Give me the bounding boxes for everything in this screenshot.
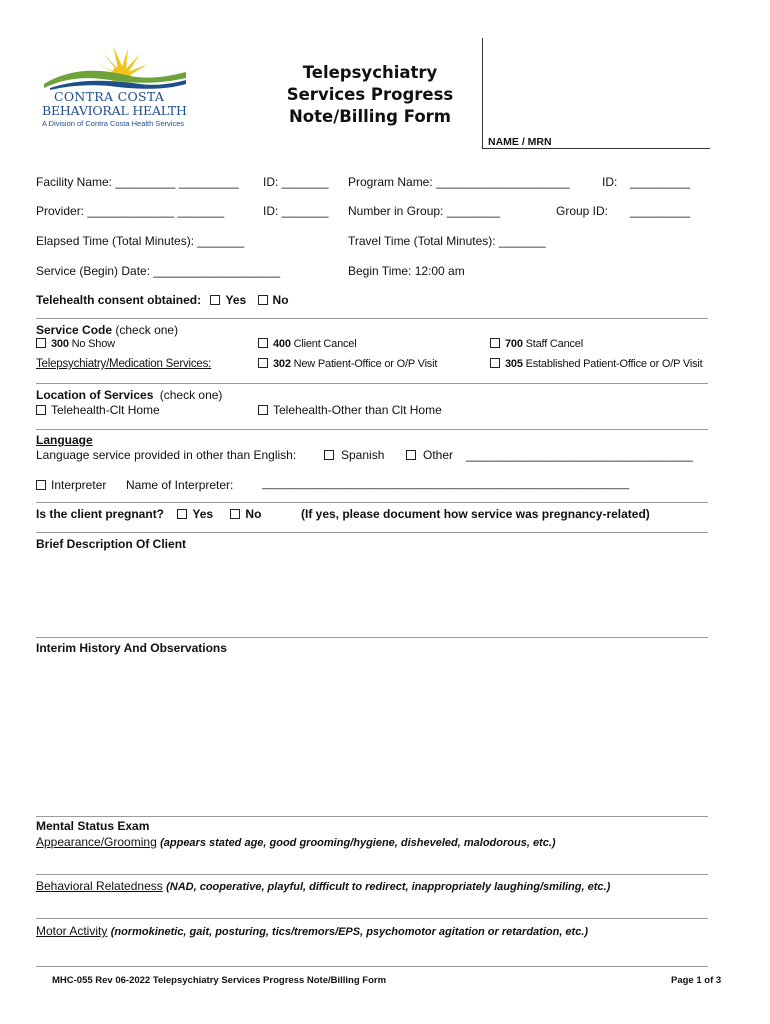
mental-status-heading: Mental Status Exam (36, 819, 150, 833)
motor-hint: (normokinetic, gait, posturing, tics/tremors/EPS, psychomotor agitation or retardation, etc.) (110, 926, 589, 938)
appearance-label: Appearance/Grooming (36, 835, 157, 849)
behavioral-row (36, 879, 610, 893)
consent-yes-label: Yes (225, 293, 247, 307)
code-700-option[interactable] (490, 338, 583, 350)
logo-sun-hills-icon (40, 38, 190, 90)
code-300-number: 300 (51, 338, 69, 350)
provider-field[interactable]: Provider: _____________ _______ (36, 204, 225, 218)
service-code-hint: (check one) (115, 323, 179, 337)
divider (36, 637, 708, 638)
form-title (280, 62, 460, 128)
consent-row (36, 293, 289, 307)
location-heading: Location of Services (36, 388, 154, 402)
name-mrn-label: NAME / MRN (488, 136, 552, 148)
pregnant-yes-label: Yes (192, 507, 214, 521)
language-other-label: Other (423, 448, 454, 462)
divider (36, 874, 708, 875)
language-other-field[interactable]: __________________________________ (466, 448, 693, 462)
consent-no-checkbox[interactable] (258, 295, 268, 305)
language-spanish-option[interactable] (324, 448, 384, 462)
service-category-label: Telepsychiatry/Medication Services: (36, 358, 212, 370)
code-400-number: 400 (273, 338, 291, 350)
appearance-hint: (appears stated age, good grooming/hygiene, disheveled, malodorous, etc.) (160, 837, 556, 849)
interpreter-name-field[interactable]: ____________________________________________________________ (262, 478, 630, 490)
consent-label: Telehealth consent obtained: (36, 293, 202, 307)
number-in-group-field[interactable]: Number in Group: ________ (348, 204, 501, 218)
service-code-heading-row (36, 323, 178, 337)
pregnant-note: (If yes, please document how service was pregnancy-related) (301, 507, 650, 521)
language-other-option[interactable] (406, 448, 453, 462)
facility-id-field[interactable]: ID: _______ (263, 175, 329, 189)
title-line-3: Note/Billing Form (288, 107, 452, 126)
behavioral-hint: (NAD, cooperative, playful, difficult to redirect, inappropriately laughing/smiling, etc.) (166, 881, 611, 893)
interpreter-label: Interpreter (51, 478, 107, 492)
code-305-checkbox[interactable] (490, 358, 500, 368)
interpreter-name-label: Name of Interpreter: (126, 478, 234, 492)
location-clt-home-checkbox[interactable] (36, 405, 46, 415)
code-700-label: Staff Cancel (525, 338, 583, 350)
title-line-1: Telepsychiatry (302, 63, 438, 82)
divider (36, 318, 708, 319)
code-300-option[interactable] (36, 338, 115, 350)
location-heading-row (36, 388, 222, 402)
language-question: Language service provided in other than English: (36, 448, 297, 462)
code-700-checkbox[interactable] (490, 338, 500, 348)
language-spanish-label: Spanish (341, 448, 385, 462)
interpreter-checkbox[interactable] (36, 480, 46, 490)
pregnant-no-checkbox[interactable] (230, 509, 240, 519)
pregnant-no-label: No (245, 507, 262, 521)
divider (36, 918, 708, 919)
code-305-option[interactable] (490, 358, 702, 370)
code-305-label: Established Patient-Office or O/P Visit (525, 358, 703, 370)
location-other-checkbox[interactable] (258, 405, 268, 415)
title-line-2: Services Progress (286, 85, 454, 104)
divider (36, 966, 708, 967)
code-300-checkbox[interactable] (36, 338, 46, 348)
consent-no-label: No (272, 293, 289, 307)
facility-name-field[interactable]: Facility Name: _________ _________ (36, 175, 239, 189)
code-302-number: 302 (273, 358, 291, 370)
code-302-label: New Patient-Office or O/P Visit (293, 358, 438, 370)
divider (36, 383, 708, 384)
interpreter-option[interactable] (36, 478, 106, 492)
elapsed-time-field[interactable]: Elapsed Time (Total Minutes): _______ (36, 234, 245, 248)
location-hint: (check one) (159, 388, 223, 402)
provider-id-field[interactable]: ID: _______ (263, 204, 329, 218)
service-code-heading: Service Code (36, 323, 113, 337)
code-300-label: No Show (71, 338, 115, 350)
appearance-row (36, 835, 556, 849)
consent-yes-checkbox[interactable] (210, 295, 220, 305)
behavioral-label: Behavioral Relatedness (36, 879, 163, 893)
name-mrn-box (482, 38, 710, 149)
motor-label: Motor Activity (36, 924, 108, 938)
language-other-checkbox[interactable] (406, 450, 416, 460)
motor-row (36, 924, 588, 938)
program-name-field[interactable]: Program Name: ____________________ (348, 175, 570, 189)
begin-time-field[interactable]: Begin Time: 12:00 am (348, 264, 465, 278)
brief-description-heading: Brief Description Of Client (36, 537, 187, 551)
code-400-label: Client Cancel (293, 338, 357, 350)
code-700-number: 700 (505, 338, 523, 350)
travel-time-field[interactable]: Travel Time (Total Minutes): _______ (348, 234, 546, 248)
footer-form-id: MHC-055 Rev 06-2022 Telepsychiatry Services Progress Note/Billing Form (52, 975, 387, 986)
program-id-field[interactable]: _________ (630, 175, 691, 189)
pregnant-question: Is the client pregnant? (36, 507, 165, 521)
divider (36, 532, 708, 533)
language-heading: Language (36, 433, 93, 447)
pregnant-row (36, 507, 261, 521)
location-other-option[interactable] (258, 403, 442, 417)
logo-line-1: CONTRA COSTA (54, 89, 165, 104)
divider (36, 429, 708, 430)
logo (40, 38, 190, 133)
language-spanish-checkbox[interactable] (324, 450, 334, 460)
program-id-label: ID: (602, 175, 618, 189)
code-302-checkbox[interactable] (258, 358, 268, 368)
group-id-label: Group ID: (556, 204, 609, 218)
divider (36, 816, 708, 817)
footer-page-number: Page 1 of 3 (671, 975, 722, 986)
code-305-number: 305 (505, 358, 523, 370)
service-date-field[interactable]: Service (Begin) Date: ___________________ (36, 264, 281, 278)
code-400-checkbox[interactable] (258, 338, 268, 348)
location-other-label: Telehealth-Other than Clt Home (273, 403, 442, 417)
divider (36, 502, 708, 503)
code-400-option[interactable] (258, 338, 356, 350)
logo-line-2: BEHAVIORAL HEALTH (42, 103, 187, 118)
location-clt-home-option[interactable] (36, 403, 160, 417)
code-302-option[interactable] (258, 358, 437, 370)
group-id-field[interactable]: _________ (630, 204, 691, 218)
logo-line-3: A Division of Contra Costa Health Services (42, 119, 185, 128)
interim-history-heading: Interim History And Observations (36, 641, 227, 655)
pregnant-yes-checkbox[interactable] (177, 509, 187, 519)
location-clt-home-label: Telehealth-Clt Home (51, 403, 160, 417)
